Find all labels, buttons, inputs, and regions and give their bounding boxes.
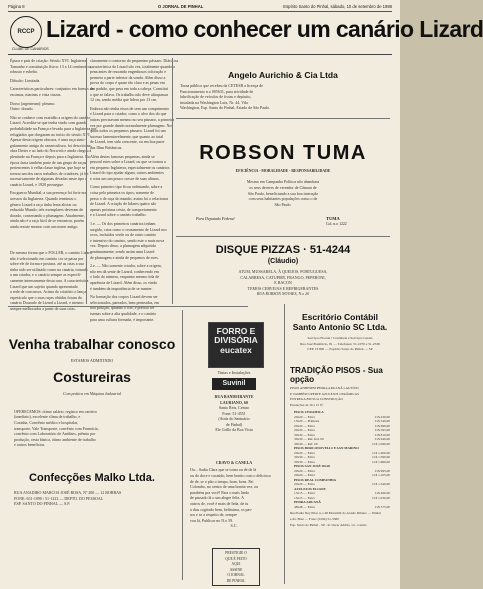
cravo-title: CRAVO & CANELA [215, 460, 253, 465]
article-line: isentas sobre a alta qualidade, e o canário [90, 310, 157, 316]
article-line: robusto e esbelto. [10, 69, 39, 75]
price-item: 20x20 — Extra [294, 468, 315, 473]
price-item: PISOS BORCONOVELLI E SAN MARINO [294, 446, 359, 451]
article-line: característica do Lizard são vez, totalmente quando a [90, 63, 175, 69]
article-column-1b [10, 250, 92, 311]
article-line: escamas, marinas e vista cinzas. [10, 91, 62, 97]
tintas-phone: Fone: 51-4551 [222, 410, 246, 416]
article-line: reduzido Mundo; três exemplares deveram de [10, 207, 84, 213]
job-address-line: RUA ANADIRO MARCOS JOSÉ ROSA, Nº 200 — 12 BORBAS [14, 489, 122, 495]
page-header [8, 3, 392, 12]
club-logo [10, 16, 42, 48]
article-line: de Lizard. A criação de lidares quatro são [90, 201, 157, 207]
job-line: transporte, Vale Transporte, convênio com Farmácia, [14, 425, 99, 431]
article-line: Além destas famosas pequenas, ainda se [90, 153, 155, 159]
article-line: prova do corpo é quase tão clara e as penas em [90, 80, 165, 86]
article-line: selecionados, pareados, bem penteadas, em [90, 299, 160, 305]
article-line: pessoal estes sobre a Lizard, ou que se tornou a [90, 159, 166, 165]
angelo-line: instalada na Washington Luiz, Nr. 44, Vila [180, 99, 248, 105]
contabil-sub: Santo Antonio SC Ltda. [292, 322, 388, 332]
price-item: AZULEJOS ELIANE [294, 486, 326, 491]
suvinil-logo: Suvinil [212, 378, 256, 390]
job-sub: ESTAMOS ADMITINDO [70, 358, 114, 363]
article-line: quais todos os pequenos pássaro. Lizard foi um [90, 128, 166, 134]
pisos-intro [290, 386, 390, 408]
article-line: pena antes de resoando engenhosos coloração e [90, 69, 166, 75]
price-item: 30x30 — Ref. 00 [294, 441, 318, 446]
cravo-line: ou do doce e cacaúdo, bem bonito com o delicioso [190, 473, 271, 478]
article-line: não é selecionado em canário cor se passa por [10, 255, 84, 261]
pisos-intro-line: PISOS ANHEMBI PEDRA ARUANÃ LAUTÓXI [290, 386, 359, 390]
cravo-line: Ou... Sadia Clara que se torna ou de de lá [190, 467, 257, 473]
prestigie-text [213, 551, 259, 585]
price-value: Cr$ 430,00 [374, 414, 390, 419]
prestigie-line: ASSINE [229, 567, 243, 572]
tintas-extra-line: (Atrás do Santuário [218, 416, 250, 422]
tintas-store: RUA BANDEIRANTE [214, 394, 254, 400]
cravo-line: Colombo, no centro de uma bonita vez, ou [190, 484, 259, 490]
article-line: aparência de Lizard. Além disso, os vindo [90, 279, 158, 285]
price-item: 20x20 — Extra [294, 473, 315, 478]
prestigie-line: PRESTIGIE O [225, 551, 247, 555]
price-item: 30x30 — Extra [294, 432, 315, 437]
tradicao-pisos-ad [288, 366, 392, 586]
article-column-2 [90, 58, 179, 322]
price-item: 20x20 — Extra [294, 423, 315, 428]
headline-row [8, 14, 483, 55]
price-item: 20x30 — Extra [294, 428, 315, 433]
price-value: Cr$ 995,00 [374, 468, 390, 473]
tintas-name: LAURIANO, 60 [220, 399, 248, 405]
article-line: obra Dieter e ao lado do Norwich e ainda chegou à [10, 148, 92, 154]
angelo-aurichio-notice [176, 58, 390, 114]
article-column-1 [10, 58, 97, 248]
pizzas-address: RUA ROBSON NOVAES, N.o 20 [256, 291, 310, 297]
job-line: produção, cesta básica, ótimo ambiente de trabalho [14, 436, 96, 442]
contabil-address [290, 342, 390, 353]
article-line: Na formação dos corpos Lizard devem ser [90, 294, 158, 300]
contabil-service-line: Serviços Fiscais • Contábeis e Serviços Gerais [307, 336, 373, 340]
article-line: o que se falava. Os trabalho não deve ultrapassar [90, 91, 169, 97]
job-address [14, 490, 170, 507]
pisos-footer-line: Esp. Santo do Pinhal - SP - R. Oscar Adrião, 14 - Centro [290, 522, 367, 527]
price-item: PISOS REAL COMPANHIA [294, 477, 337, 482]
price-value: Cr$ 1.030,00 [372, 495, 390, 500]
price-row [294, 505, 390, 510]
price-item: 48x48 — Extra [294, 504, 315, 509]
article-line: ainda não é a raça fácil de se encontrar, porém [10, 218, 85, 224]
article-line: e intensivo do canário, sendo este o mais nova [90, 237, 165, 243]
job-address-line: ESP. SANTO DO PINHAL — S.P. [14, 501, 71, 507]
job-line: Cozinha, Convênio médico e hospitalar, [14, 420, 79, 425]
robson-line: São Paulo. [274, 201, 292, 207]
job-company: Confecções Malko Ltda. [29, 471, 155, 484]
article-line: é também da importância de se manter. [90, 285, 153, 291]
contabil-address-line: CEP 13.990 — Espírito Santo do Pinhal — SP [307, 347, 373, 352]
price-item: 15x15 — Extra [294, 495, 315, 500]
pizzas-line: TEMOS CERVEJAS E REFRIGERANTES [247, 285, 319, 291]
article-line: ovos, incluídos verde ou de outro canário [90, 232, 157, 238]
price-value: Cr$ 1.090,00 [372, 441, 390, 446]
pisos-footer [290, 511, 390, 528]
angelo-line: Washington, Esp. Santo do Pinhal, Estado de São Paulo. [180, 105, 271, 111]
article-line: boa posição, quando o crie, é preciso ter [90, 305, 155, 311]
price-value: Cr$ 810,00 [374, 432, 390, 437]
pizzas-line: CALABRESA, CATUPIRY, FRANGO, PEPERONI, [240, 274, 326, 280]
contabil-title: Escritório Contábil [301, 312, 379, 322]
forro-line2: DIVISÓRIA [214, 335, 258, 345]
forro-line3: eucatex [220, 345, 252, 355]
article-line: 12 cm, sendo média que lidera por 13 cm. [90, 97, 158, 103]
pisos-price-list [294, 410, 390, 509]
cravo-line: sos e se a respeito de, sempre [190, 512, 237, 518]
pizzas-title: DISQUE PIZZAS · 51-4244 [215, 244, 351, 256]
prestigie-line: AQUI [231, 562, 241, 567]
pisos-title: TRADIÇÃO PISOS - Sua opção [290, 366, 383, 384]
price-value: Cr$ 1.690,00 [372, 459, 390, 464]
article-line: sobre ele de forma e postura, até as crias a sua [10, 261, 84, 267]
article-line: gularmente antiga do canaricultura, foi descrito na [10, 142, 91, 148]
article-line: Não se conhece com exatidão a origem do canário [10, 114, 91, 120]
price-value: Cr$ 690,00 [374, 423, 390, 428]
tintas-extra-line: de Pinhal) [225, 421, 243, 427]
article-line: outras precisavam mesmo no seu pássaro, a primeira [90, 116, 175, 122]
pisos-footer-line: e Av. Braz — Fone: (0194) 51-3580 [290, 516, 339, 521]
article-line: De mesma forma que o FOLLER, o canário Lizard [10, 250, 92, 255]
article-line: tornou um dos raros trabalhos de criadores, já foi [10, 170, 89, 176]
price-item: 30x30 — Extra [294, 455, 315, 460]
article-line: claramente o contorno do pequenino pássaro. Diária na [90, 58, 179, 63]
headline: Lizard - como conhecer um canário Lizard [46, 16, 483, 42]
price-item: 30x30 — Extra [294, 459, 315, 464]
robson-title: ROBSON TUMA [199, 142, 367, 164]
price-item: PISOS CERAMICA [294, 410, 324, 415]
robson-body [176, 179, 390, 207]
article-line: Embora não tenha eixos de sem um comprimento [90, 105, 170, 111]
forro-divisoria-ad [208, 322, 264, 368]
job-title-2: Costureiras [53, 369, 131, 386]
cravo-line: parabéns pra você! Para o mais lindo [190, 489, 250, 495]
cravo-body [190, 467, 278, 523]
article-line: espetáculo que o suas raças obtidas foram da [10, 294, 82, 300]
price-value: Cr$ 1.105,00 [372, 473, 390, 478]
article-line: sempre melhorados a partir de suas crias. [10, 305, 76, 311]
price-value: Cr$ 575,00 [374, 504, 390, 509]
job-line: (imediato), excelente clima de trabalho, e [14, 414, 81, 420]
cravo-line: a dias cogitado bem, belíssima, os pas- [190, 506, 253, 512]
article-line: vez por grande dando normalmente plumagem. Nos [90, 122, 173, 128]
article-line: pertencentes à velha classe inglesa, que hoje se [10, 165, 86, 171]
pisos-intro-line: Prestações de 10 a 15 Nº [290, 402, 324, 407]
article-line: permeia a parte inferior da sonda. Além disso a [90, 74, 166, 80]
article-line: sucesso lamentavelmente, que quanto ao total [90, 133, 164, 139]
paper-name: O JORNAL DE PINHAL [158, 4, 204, 9]
article-line: de plumagem e ainda de pequenos de aves. [90, 254, 159, 260]
article-line: a rede de concursos. Acima do criatório o lança [10, 289, 86, 295]
article-line: época fazia também parte de um grupo de raças [10, 159, 87, 165]
tintas-title: Tintas e Instalações [217, 370, 251, 375]
article-line: canário Dourado de Lizard a Lizard, e mesmo [10, 300, 84, 306]
tintas-city: Santo Reis, Centro [218, 405, 250, 411]
tintas-extra [188, 416, 280, 433]
price-item: 15x20 — Primeira [294, 419, 320, 424]
price-value: Cr$ 940,00 [374, 437, 390, 442]
pizzas-sub: (Cláudio) [267, 258, 299, 265]
article-line: apenas próxima crista, de comportamento [90, 206, 157, 212]
robson-line: os seus deveres de vereador de Câmara de [249, 185, 317, 190]
article-line: Lizard do tipo ajudar algum, outros ambientes [90, 170, 164, 176]
angelo-line: lubrificação de veículos de frotas e depósito, [180, 94, 252, 100]
job-address-line: FONE: 651-1090 / 51-1223 — DEPTO. DO PESSOAL [14, 495, 104, 501]
article-line: ainda resiste mesmo com um nome antigo. [10, 224, 79, 230]
article-line: camente intensamente desta rara. A característica [10, 277, 89, 283]
article-line: em pequeno Inglaterra, especialmente os canários [90, 164, 170, 170]
tintas-ad [188, 370, 280, 456]
price-item: PEDRA ARUANÃ [294, 500, 321, 505]
article-line: pesso o de raça do mundo; assim foi o relacionar [90, 195, 169, 201]
article-line: Épuca e país de criação: Século XVI. Inglaterra. [10, 58, 88, 63]
pizzas-body [176, 269, 390, 291]
article-line: Dorso (argenteum): pleumo. [10, 100, 56, 106]
article-line: continuamente, sendo assim uma Lizard [90, 249, 155, 254]
price-item: PISOS SAN JOSÉ 20x20 [294, 464, 331, 469]
price-value: Cr$ 460,00 [374, 491, 390, 496]
article-line: Características particulares: conjuntos em formas de [10, 86, 94, 92]
price-value: Cr$ 595,00 [374, 428, 390, 433]
job-body [14, 409, 170, 448]
article-line: probabilidade na França e levado para a Inglaterra por [10, 125, 97, 131]
article-line: e Lizard para o criador, como o alvo dos do que [90, 111, 167, 117]
pisos-footer-line: Rua Padre Ney Pilar, n.o 48 Morumbi do Arasão Ribeiro — Pinhal [290, 511, 381, 516]
article-line: a um criador, e o canário sempre as especifi- [10, 272, 82, 278]
job-title: Venha trabalhar conosco [8, 336, 176, 352]
prestigie-box [212, 548, 260, 586]
disque-pizzas-ad [176, 240, 390, 300]
article-line: para uma cultura formada, é importante. [90, 316, 155, 322]
job-sub-2: Com prática em Máquina Industrial [63, 391, 121, 397]
article-line: dorado, consertando o plumagem. Atualmente, [10, 212, 85, 218]
edition-date: Espírito Santo do Pinhal, sábado, 10 de setembro de 1988 [283, 4, 392, 9]
article-line: vez. Depois disso, a plumagem adquirida [90, 243, 156, 249]
cravo-signature: S.C. [230, 523, 238, 529]
article-line: Difusão: Limitada. [10, 77, 41, 83]
article-line: gênero Lizard a raça tinha lenta aliciar ou [10, 201, 77, 207]
article-line: acessos da Inglaterra. Quando terminou o [10, 196, 77, 202]
prestigie-line: QUE É FEITO [225, 556, 247, 561]
article-line: Tamanho e constituição física: 13 a 14 centímetros, [10, 63, 93, 69]
article-line: Outro: dorado. [10, 106, 34, 112]
cravo-line: de de, se o pão o tempo, bom, bons. Pai [190, 478, 254, 484]
article-line: plenitude na França e depois para a Inglaterra. Na [10, 153, 90, 159]
price-item: 30x30 — Ref. Ind. 00 [294, 437, 324, 442]
job-line: OFERECEMOS: ótimo salário, registro em carteira [14, 408, 97, 414]
prestigie-line: O JORNAL [227, 573, 245, 578]
article-line: Como primeiro tipo ficou ordenando, sobre a [90, 184, 163, 190]
article-line: refugiados que chegaram no início do século XVI. [10, 131, 91, 137]
pisos-intro-line: E TAMBÉM UPERTE AZULEJOS CERÂMICAS [290, 391, 359, 396]
robson-line: São Paulo, beneficiando a sua boa interação [247, 190, 319, 196]
club-logo-text: RCCP [17, 29, 35, 35]
price-value: Cr$ 1.400,00 [372, 450, 390, 455]
pisos-intro-line: ENTREGA EM SUA CONSTRUÇÃO [290, 397, 343, 402]
contabil-ad [290, 304, 390, 364]
price-value: Cr$ 1.590,00 [372, 455, 390, 460]
page-number: Página 8 [8, 4, 25, 9]
article-line: coisa pela primeira os tipos; somente de [90, 190, 154, 196]
angelo-line: Funcionamento n.o 005631, para atividade de [180, 88, 254, 94]
contabil-address-line: Rua José Bonifácio, 81 — Telefones: 51-1070 e 51-2536 [300, 341, 380, 346]
price-item: 20x20 — Extra [294, 450, 315, 455]
article-line: Lizard que um sujeito quando apresentado [10, 283, 78, 289]
pizzas-line: E BACON [274, 280, 292, 286]
robson-nome: TUMA [326, 216, 340, 221]
article-line: 2.e. — Não somente criador, sobre a origem, [90, 263, 162, 269]
robson-line: com seus habitantes populações como o de [248, 196, 318, 202]
robson-slogan: EFICIÊNCIA - MORALIDADE - RESPONSABILIDADE [235, 169, 331, 173]
angelo-body [180, 83, 390, 111]
robson-line: Mesmo em Campanha Política não abandona [246, 179, 320, 185]
price-value: Cr$ 540,00 [374, 419, 390, 424]
article-line: das Ilhas Britânicas. [90, 144, 123, 150]
article-line: um padrão, que pesa em toda a cabeça. Constituí [90, 85, 168, 91]
angelo-title: Angelo Aurichio & Cia Ltda [228, 70, 338, 80]
angelo-line: Torna público que recebeu da CETESB a licença de [180, 83, 264, 88]
article-line: sucessivamente de algumas décadas neste tipo o [10, 176, 88, 182]
article-line: Lizard. Acredita-se que tenha vindo com grande [10, 120, 87, 126]
forro-line1: FORRO E [216, 326, 256, 336]
price-item: 20x20 — Extra [294, 414, 315, 419]
prestigie-line: DE PINHAL [226, 578, 246, 583]
club-logo-caption: CLUBE DE CANÁRIOS [12, 47, 49, 51]
article-line: Apesar desta origem obscura, é uma raça sinto- [10, 137, 86, 143]
article-line: 1.e. — Os dos primeiros canários tinham [90, 221, 156, 227]
cravo-canela-column [188, 460, 280, 544]
cravo-line: outros de, você é mais de Ieda, de tu [190, 500, 249, 506]
price-item: 20x20 — Extra [294, 482, 315, 487]
article-line: de Lizard, tem sido crescente, ou em boa parte [90, 139, 165, 145]
cravo-line: vou lá, Publicar no N.o 59. [190, 517, 234, 523]
tintas-extra-line: Ele Grillo da Boa Vista [215, 427, 253, 433]
article-line: tinha sido ser utilizado como na canária, tornada [10, 266, 88, 272]
article-line: o lado do número, enquanto mesmo tida de [90, 274, 160, 280]
pizzas-line: ATUM, MUSSARELA, À QUEIJOS, PORTUGUESA, [238, 269, 328, 274]
robson-code: Col. n.o 1222 [326, 222, 347, 226]
price-value: Cr$ 1.540,00 [372, 482, 390, 487]
cravo-line: de passado lá o um alegre feliz. A [190, 495, 244, 501]
robson-tuma-ad [176, 122, 390, 232]
job-line: e outros benefícios. [14, 442, 46, 448]
article-line: Em guerra Mundial; a sua presença foi forte nos [10, 190, 88, 196]
article-line: e crias um um pouco cresce de suas alturas. [90, 175, 160, 181]
article-line: e a Lizard sobre o canário trabalho. [90, 212, 147, 218]
malko-job-ad [8, 310, 176, 542]
job-line: convênio com Laboratório de Análises, prêmio por [14, 431, 96, 437]
robson-cargo: Para Deputado Federal [196, 216, 235, 221]
article-line: surgido, crias como o cruzamento de Lizard nos [90, 226, 167, 232]
article-line: não em dá sente de Lizard, conhecendo em [90, 268, 159, 274]
article-line: canário Lizard, e 1920 prossegue. [10, 181, 64, 187]
price-item: 15x15 — Extra [294, 491, 315, 496]
